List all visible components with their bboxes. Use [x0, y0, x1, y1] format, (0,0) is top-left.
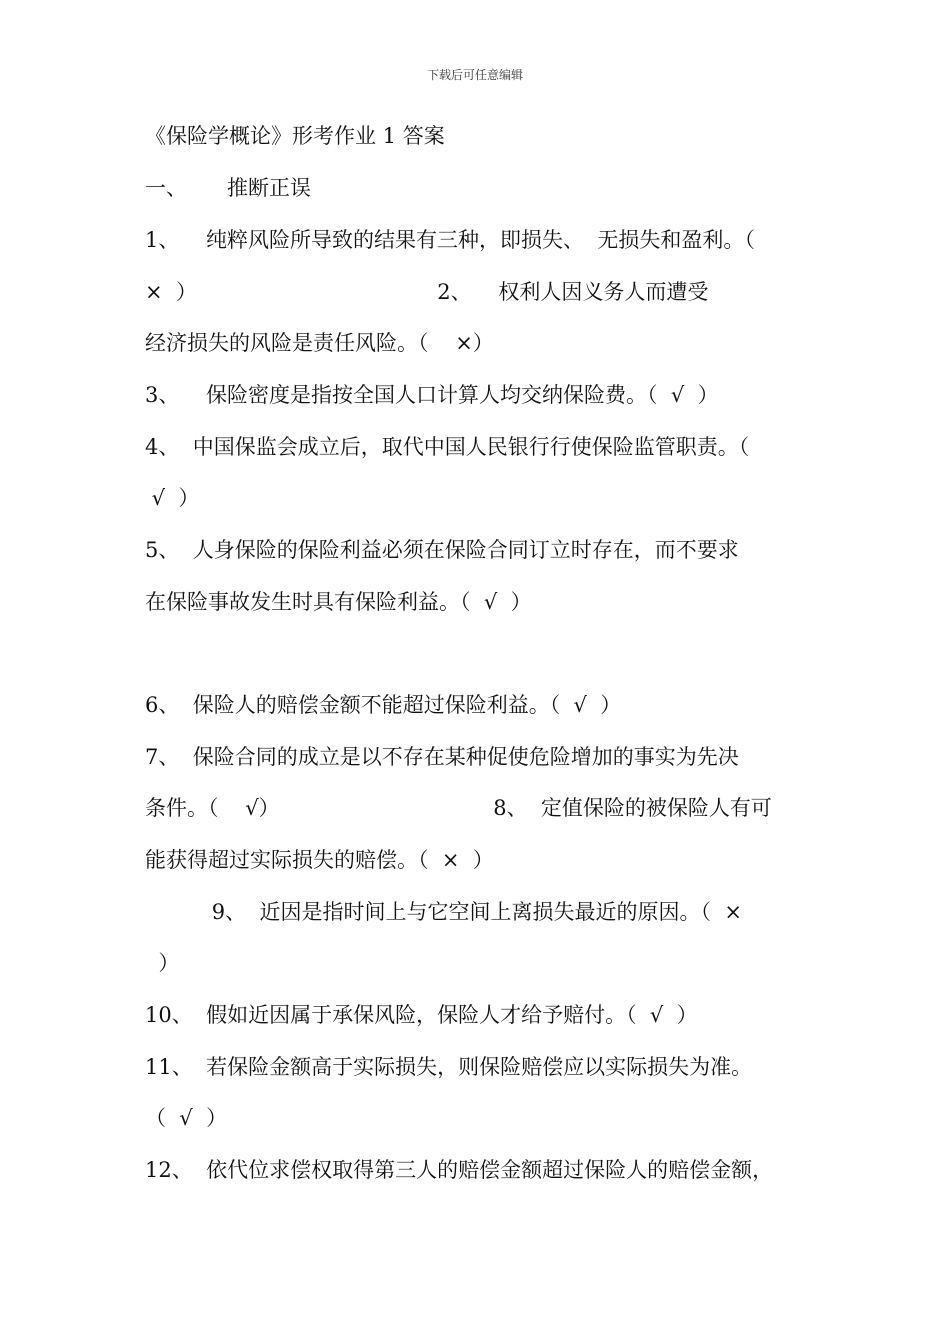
section-heading: 一、 推断正误 [145, 176, 312, 200]
text-line: × ） 2、 权利人因义务人而遭受 [145, 280, 709, 304]
text-line: 能获得超过实际损失的赔偿。（ × ） [145, 848, 494, 872]
text-line: 条件。（ √） 8、 定值保险的被保险人有可 [145, 796, 772, 820]
page-header: 下载后可任意编辑 [426, 68, 523, 82]
document-title: 《保险学概论》形考作业 1 答案 [145, 124, 445, 148]
text-line: 5、 人身保险的保险利益必须在保险合同订立时存在，而不要求 [145, 538, 739, 562]
text-line: 12、 依代位求偿权取得第三人的赔偿金额超过保险人的赔偿金额， [145, 1158, 774, 1182]
text-line: √ ） [145, 486, 200, 510]
text-line: 1、 纯粹风险所导致的结果有三种，即损失、 无损失和盈利。（ [145, 228, 755, 252]
text-line: 3、 保险密度是指按全国人口计算人均交纳保险费。（ √ ） [145, 383, 719, 407]
text-line: （ √ ） [145, 1106, 228, 1130]
text-line: 经济损失的风险是责任风险。（ ×） [145, 331, 494, 355]
text-line: 6、 保险人的赔偿金额不能超过保险利益。（ √ ） [145, 693, 622, 717]
text-line: 在保险事故发生时具有保险利益。（ √ ） [145, 590, 532, 614]
text-line: 4、 中国保监会成立后，取代中国人民银行行使保险监管职责。（ [145, 435, 750, 459]
text-line: 9、 近因是指时间上与它空间上离损失最近的原因。（ × [145, 900, 742, 924]
text-line: 7、 保险合同的成立是以不存在某种促使危险增加的事实为先决 [145, 745, 739, 769]
text-line: ） [145, 951, 180, 975]
text-line: 11、 若保险金额高于实际损失，则保险赔偿应以实际损失为准。 [145, 1055, 753, 1079]
text-line: 10、 假如近因属于承保风险，保险人才给予赔付。（ √ ） [145, 1003, 698, 1027]
